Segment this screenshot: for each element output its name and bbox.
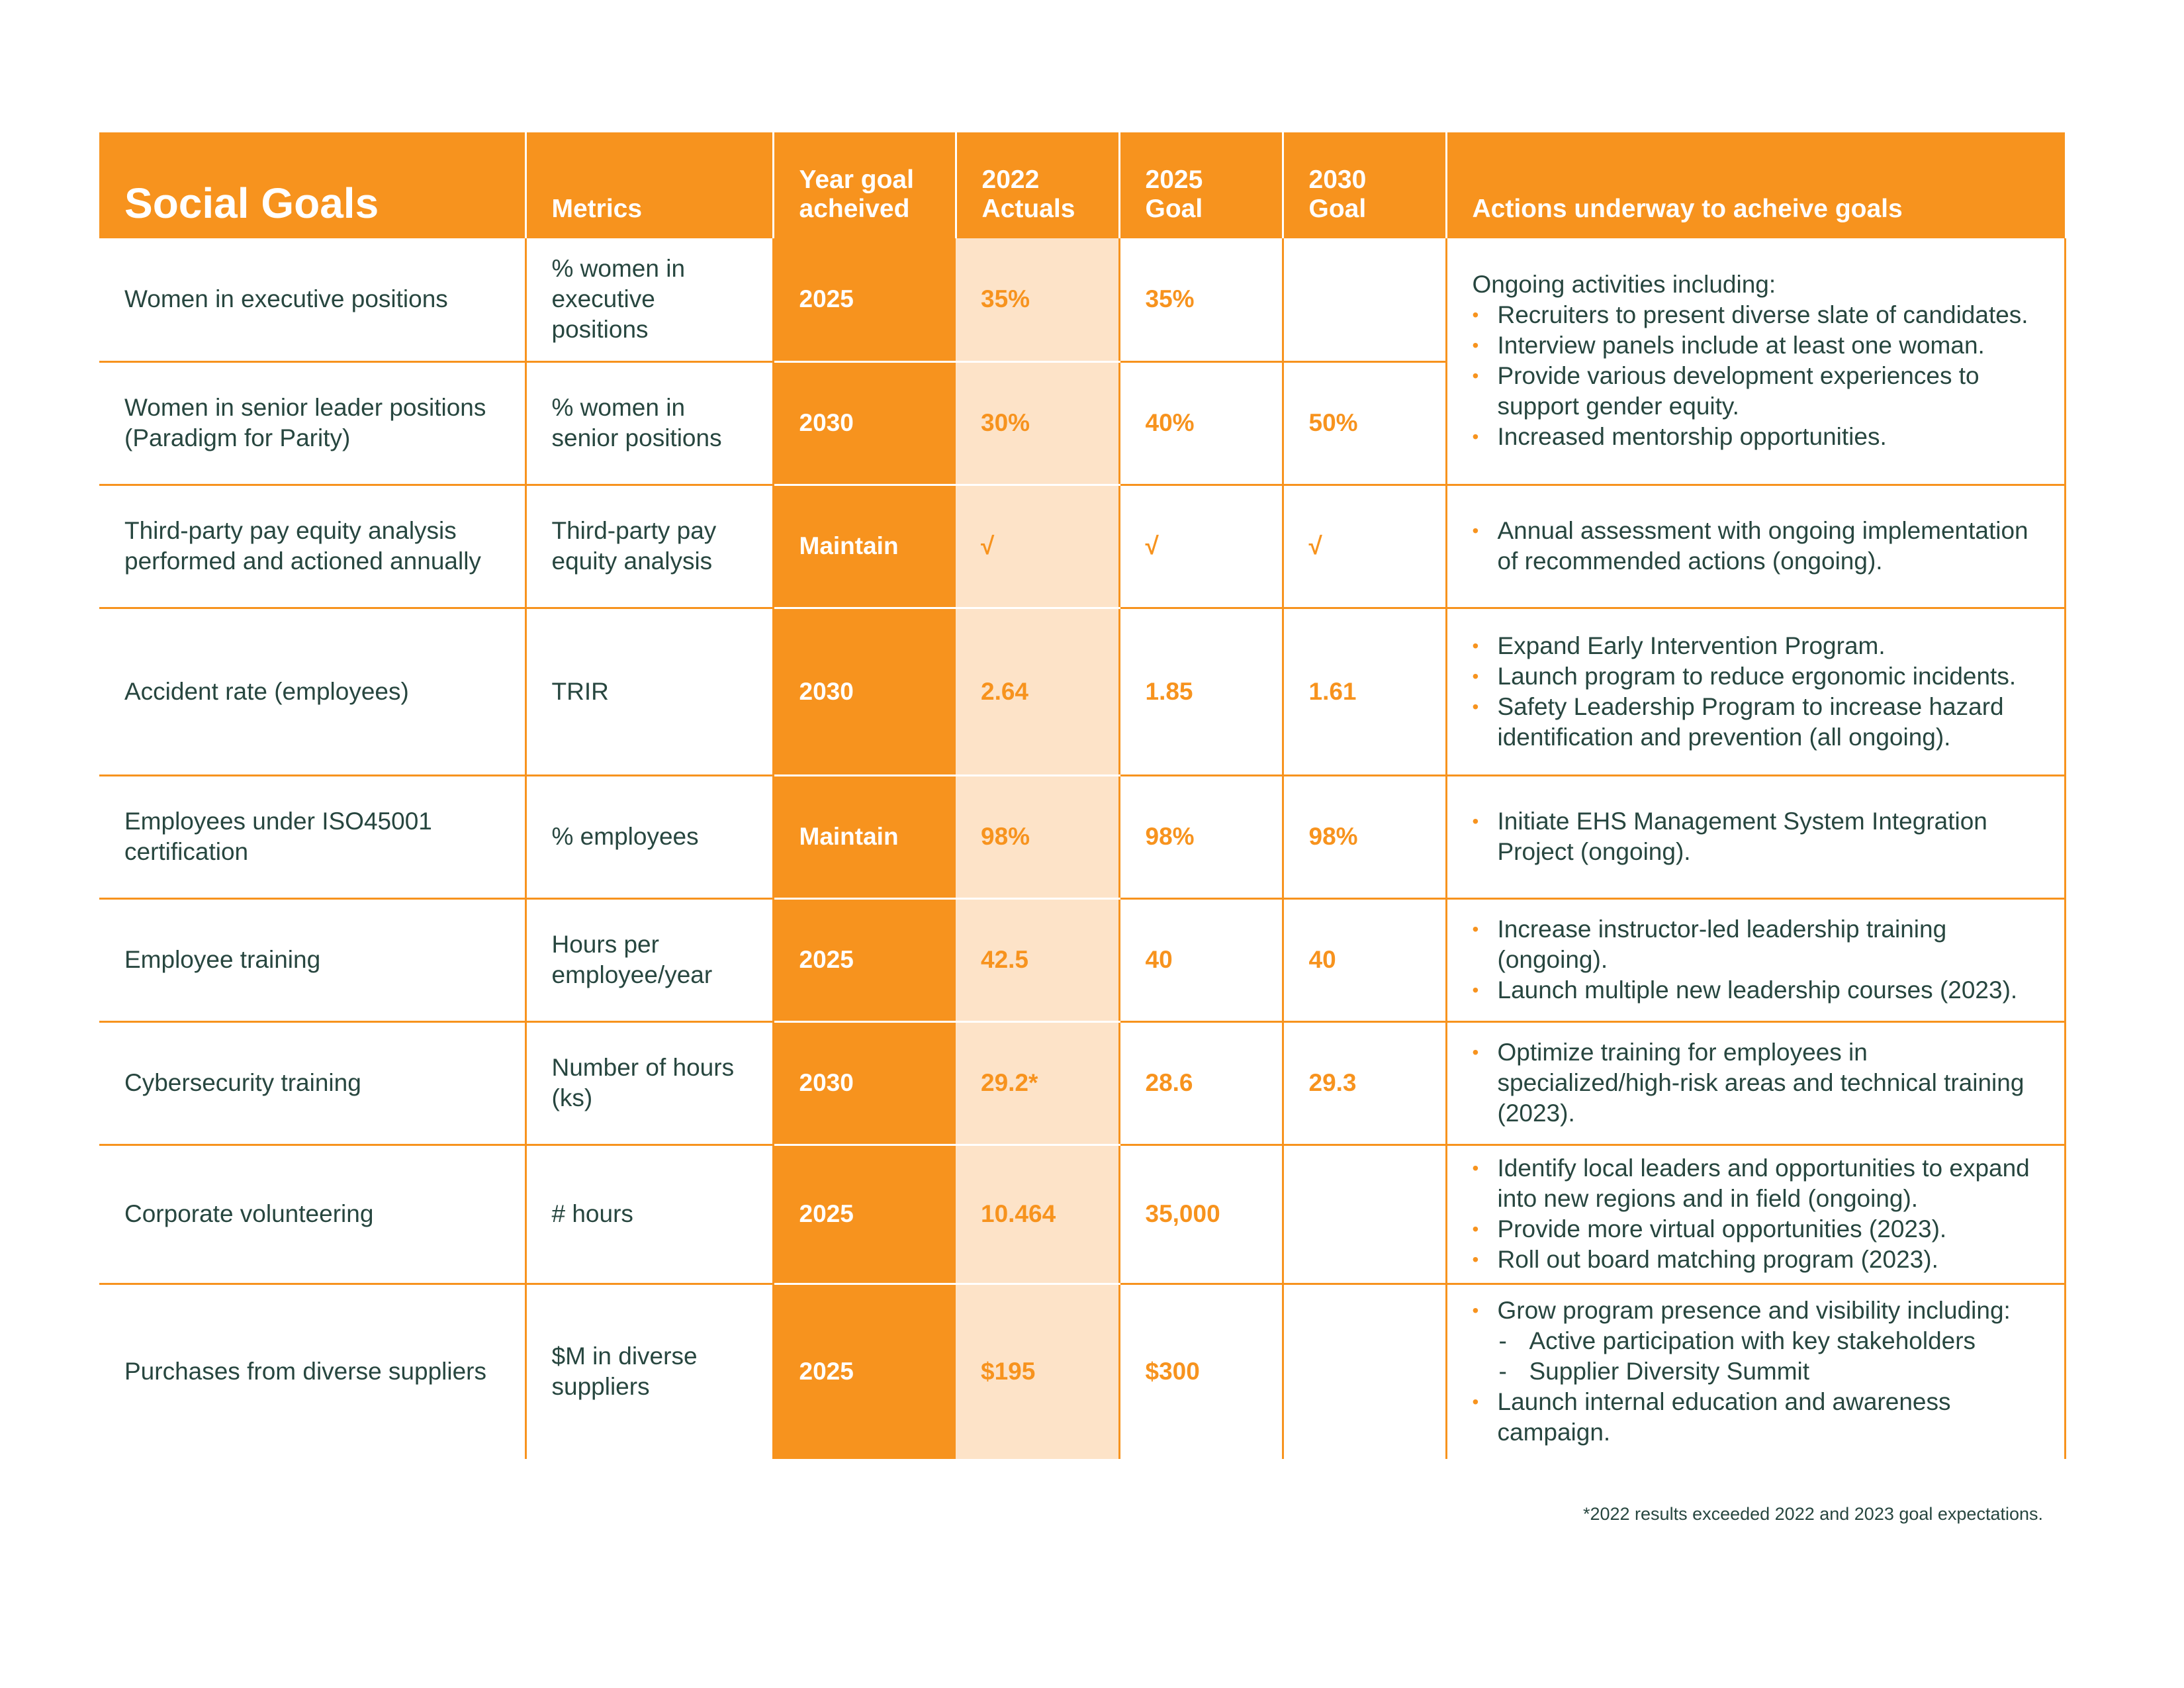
action-subitem: - Supplier Diversity Summit <box>1498 1356 2039 1387</box>
actual-cell: 10.464 <box>956 1145 1119 1284</box>
year-cell: Maintain <box>773 775 956 898</box>
header-2030-goal: 2030 Goal <box>1283 132 1446 238</box>
metric-cell: % women in executive positions <box>525 238 773 361</box>
year-cell: 2025 <box>773 1145 956 1284</box>
header-metrics: Metrics <box>525 132 773 238</box>
goal-cell: Women in executive positions <box>99 238 525 361</box>
goal-cell: Corporate volunteering <box>99 1145 525 1284</box>
year-cell: Maintain <box>773 485 956 608</box>
year-cell: 2025 <box>773 898 956 1021</box>
action-item: • Increased mentorship opportunities. <box>1473 422 2039 452</box>
action-item: • Initiate EHS Management System Integration Project (ongoing). <box>1473 806 2039 867</box>
metric-cell: TRIR <box>525 608 773 775</box>
goal-2025-cell: 98% <box>1119 775 1283 898</box>
metric-cell: % employees <box>525 775 773 898</box>
actions-cell <box>1446 238 2065 485</box>
year-cell: 2030 <box>773 1021 956 1145</box>
goal-2030-cell: 98% <box>1283 775 1446 898</box>
action-subitem: - Active participation with key stakeholders <box>1498 1326 2039 1356</box>
goal-2030-cell <box>1283 1145 1446 1284</box>
action-item: • Identify local leaders and opportunities to expand into new regions and in field (ongoing). <box>1473 1153 2039 1214</box>
action-item: • Roll out board matching program (2023). <box>1473 1244 2039 1275</box>
actions-list <box>1473 1295 2039 1448</box>
goal-cell: Accident rate (employees) <box>99 608 525 775</box>
table-row <box>99 1021 2065 1145</box>
year-cell: 2030 <box>773 608 956 775</box>
goal-2025-cell: $300 <box>1119 1284 1283 1459</box>
goal-cell: Employees under ISO45001 certification <box>99 775 525 898</box>
footnote: *2022 results exceeded 2022 and 2023 goal expectations. <box>1582 1504 2043 1524</box>
actions-list <box>1473 1037 2039 1129</box>
goal-2030-cell: √ <box>1283 485 1446 608</box>
header-2025-goal: 2025 Goal <box>1119 132 1283 238</box>
actual-cell: 42.5 <box>956 898 1119 1021</box>
action-sublist <box>1498 1326 2039 1387</box>
table-row <box>99 608 2065 775</box>
actions-list <box>1473 516 2039 577</box>
action-item: • Recruiters to present diverse slate of candidates. <box>1473 300 2039 330</box>
actions-list <box>1473 806 2039 867</box>
actions-cell <box>1446 1145 2065 1284</box>
table-row <box>99 485 2065 608</box>
table-row <box>99 1284 2065 1459</box>
action-item: • Launch multiple new leadership courses (2023). <box>1473 975 2039 1006</box>
metric-cell: Hours per employee/year <box>525 898 773 1021</box>
goal-2030-cell: 1.61 <box>1283 608 1446 775</box>
action-item: • Launch program to reduce ergonomic incidents. <box>1473 661 2039 692</box>
goal-cell: Employee training <box>99 898 525 1021</box>
actual-cell: 35% <box>956 238 1119 361</box>
goal-2025-cell: 1.85 <box>1119 608 1283 775</box>
actions-cell <box>1446 608 2065 775</box>
action-item: • Interview panels include at least one woman. <box>1473 330 2039 361</box>
metric-cell: $M in diverse suppliers <box>525 1284 773 1459</box>
goal-2030-cell: 50% <box>1283 361 1446 485</box>
year-cell: 2025 <box>773 238 956 361</box>
goal-cell: Third-party pay equity analysis performed and actioned annually <box>99 485 525 608</box>
metric-cell: Number of hours (ks) <box>525 1021 773 1145</box>
header-row <box>99 132 2065 238</box>
social-goals-table <box>99 132 2066 1459</box>
goal-cell: Women in senior leader positions (Paradigm for Parity) <box>99 361 525 485</box>
actual-cell: 2.64 <box>956 608 1119 775</box>
action-item: • Expand Early Intervention Program. <box>1473 631 2039 661</box>
goal-2030-cell: 40 <box>1283 898 1446 1021</box>
header-actions: Actions underway to acheive goals <box>1446 132 2065 238</box>
metric-cell: # hours <box>525 1145 773 1284</box>
goal-2025-cell: 40 <box>1119 898 1283 1021</box>
actions-cell <box>1446 485 2065 608</box>
goal-2025-cell: 35% <box>1119 238 1283 361</box>
goal-2025-cell: 28.6 <box>1119 1021 1283 1145</box>
header-2022-actuals: 2022 Actuals <box>956 132 1119 238</box>
table-row <box>99 898 2065 1021</box>
table-row <box>99 775 2065 898</box>
action-item: • Optimize training for employees in specialized/high-risk areas and technical training (2023). <box>1473 1037 2039 1129</box>
action-item: • Launch internal education and awareness campaign. <box>1473 1387 2039 1448</box>
actual-cell: 30% <box>956 361 1119 485</box>
year-cell: 2030 <box>773 361 956 485</box>
metric-cell: % women in senior positions <box>525 361 773 485</box>
goal-2030-cell <box>1283 1284 1446 1459</box>
actual-cell: √ <box>956 485 1119 608</box>
action-text: Grow program presence and visibility including: <box>1497 1297 2011 1325</box>
goal-2025-cell: 40% <box>1119 361 1283 485</box>
actual-cell: $195 <box>956 1284 1119 1459</box>
actions-list <box>1473 631 2039 753</box>
action-item: • Provide more virtual opportunities (2023). <box>1473 1214 2039 1244</box>
actions-cell <box>1446 1021 2065 1145</box>
actions-cell <box>1446 898 2065 1021</box>
actions-list <box>1473 1153 2039 1275</box>
actions-intro: Ongoing activities including: <box>1472 271 1776 299</box>
action-item <box>1473 1295 2039 1387</box>
goal-2025-cell: √ <box>1119 485 1283 608</box>
goal-2030-cell: 29.3 <box>1283 1021 1446 1145</box>
action-item: • Increase instructor-led leadership training (ongoing). <box>1473 914 2039 975</box>
action-item: • Provide various development experiences to support gender equity. <box>1473 361 2039 422</box>
metric-cell: Third-party pay equity analysis <box>525 485 773 608</box>
table-row <box>99 1145 2065 1284</box>
goal-cell: Purchases from diverse suppliers <box>99 1284 525 1459</box>
actions-cell <box>1446 775 2065 898</box>
actual-cell: 29.2* <box>956 1021 1119 1145</box>
actual-cell: 98% <box>956 775 1119 898</box>
action-item: • Safety Leadership Program to increase hazard identification and prevention (all ongoing). <box>1473 692 2039 753</box>
table-title: Social Goals <box>99 132 525 238</box>
actions-cell <box>1446 1284 2065 1459</box>
action-item: • Annual assessment with ongoing implementation of recommended actions (ongoing). <box>1473 516 2039 577</box>
goal-cell: Cybersecurity training <box>99 1021 525 1145</box>
goal-2030-cell <box>1283 238 1446 361</box>
year-cell: 2025 <box>773 1284 956 1459</box>
actions-list <box>1473 300 2039 452</box>
goal-2025-cell: 35,000 <box>1119 1145 1283 1284</box>
header-year-achieved: Year goal acheived <box>773 132 956 238</box>
actions-list <box>1473 914 2039 1006</box>
table-row <box>99 238 2065 361</box>
